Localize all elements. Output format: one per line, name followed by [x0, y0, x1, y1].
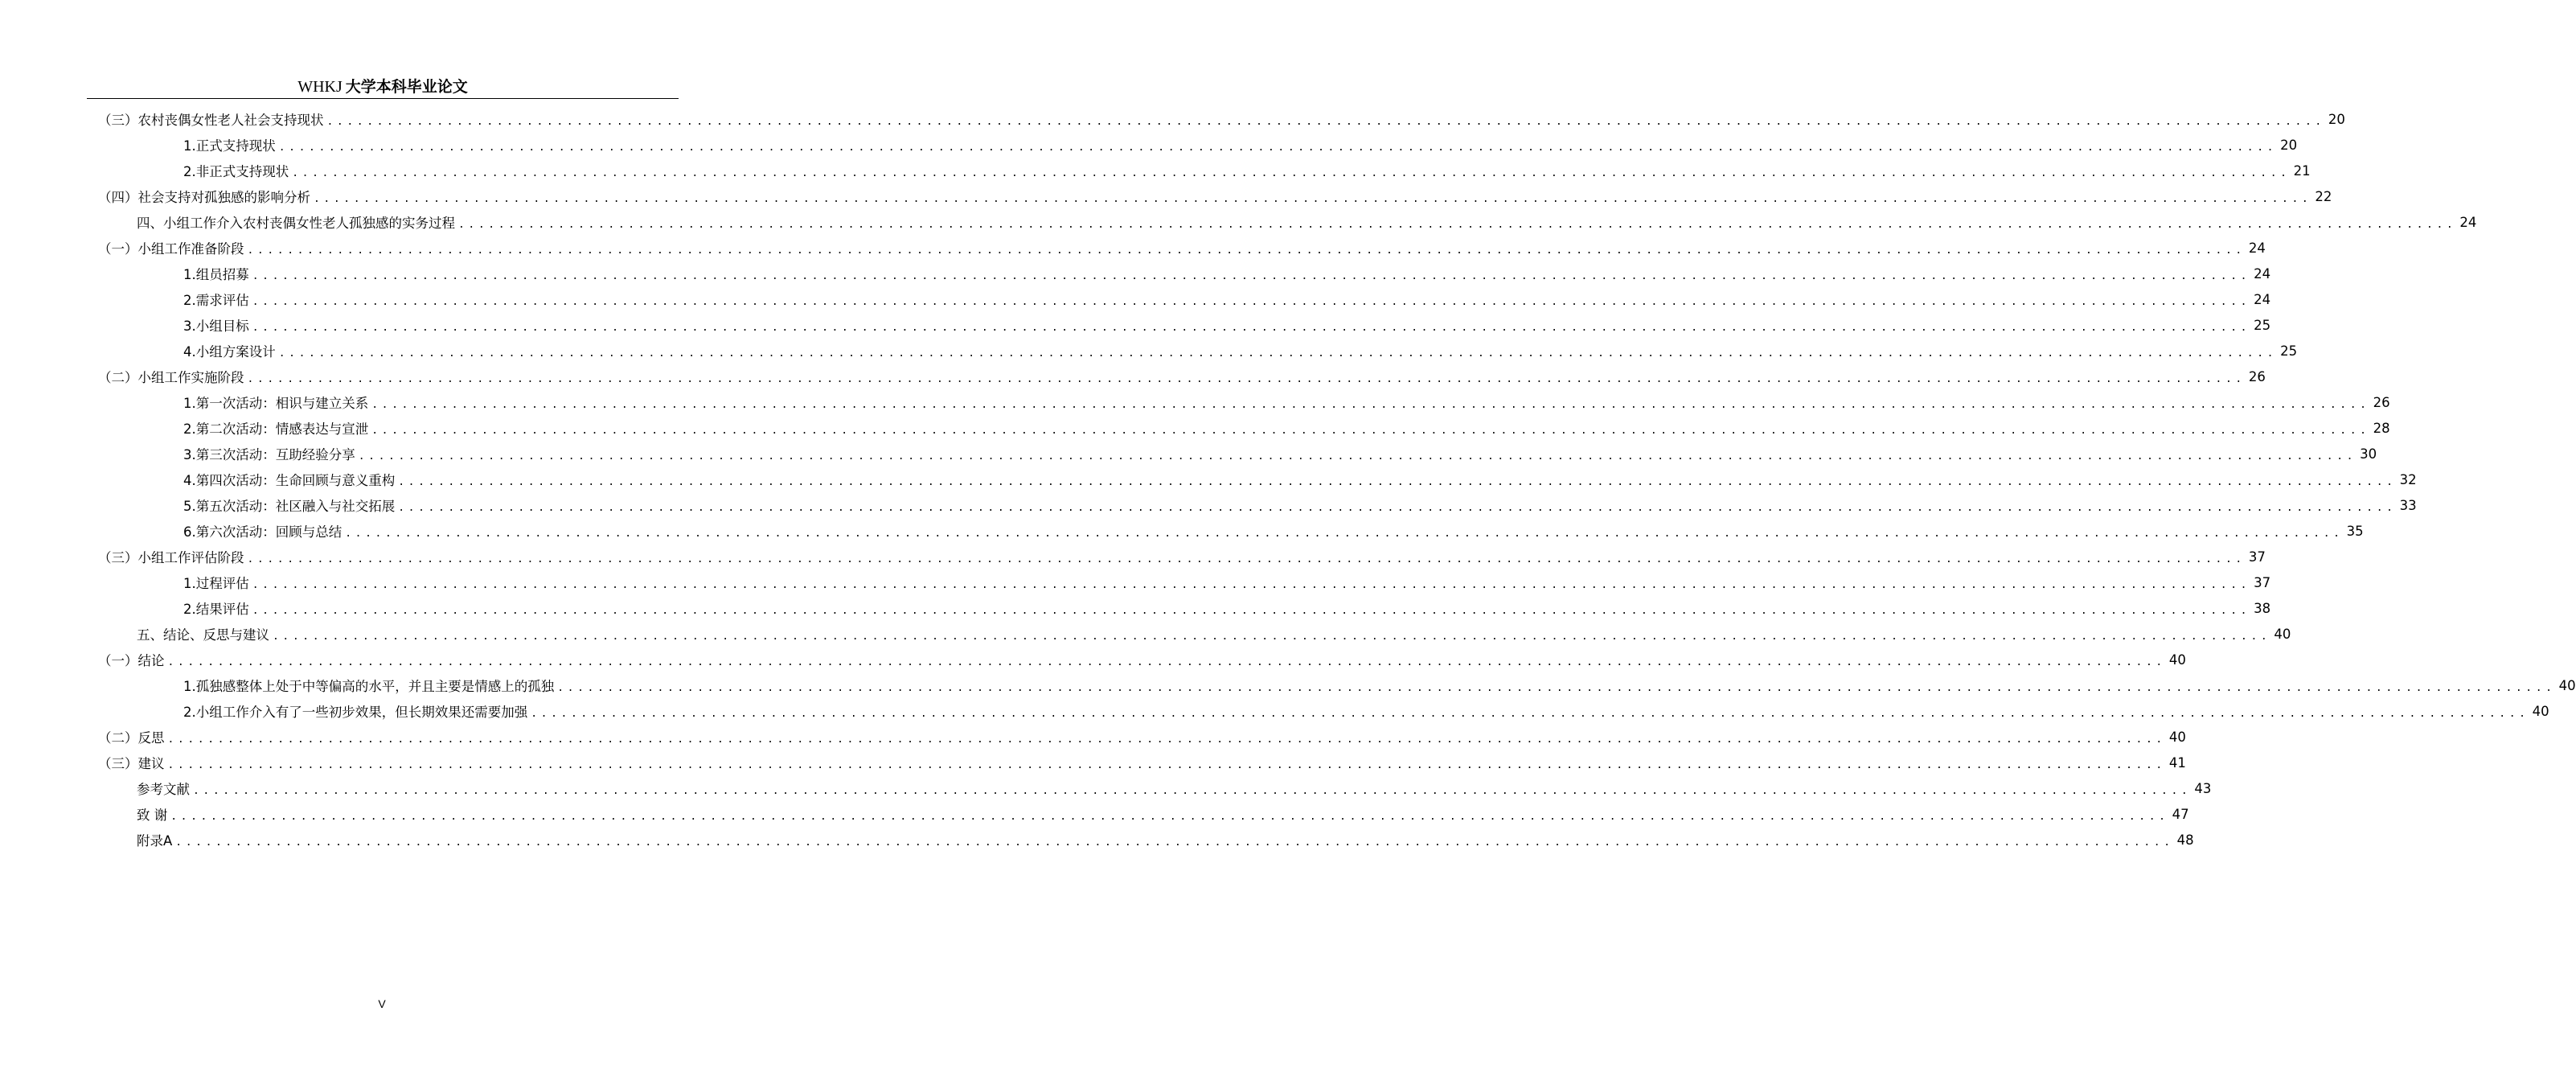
header-text — [297, 76, 468, 96]
toc-entry-title: 6.第六次活动：回顾与总结 — [183, 521, 345, 540]
toc-entry[interactable] — [87, 827, 2194, 853]
toc-entry[interactable] — [87, 364, 2266, 389]
toc-entry[interactable] — [87, 492, 2417, 518]
toc-entry-title: 3.小组目标 — [183, 315, 252, 335]
toc-dot-leader: ........................................................................................................................................................................................................ — [252, 295, 2251, 308]
toc-dot-leader: ........................................................................................................................................................................................................ — [371, 424, 2370, 437]
toc-dot-leader: ........................................................................................................................................................................................................ — [252, 269, 2251, 282]
toc-entry-page: 40 — [2274, 626, 2291, 642]
toc-entry-title: 2.非正式支持现状 — [183, 161, 292, 180]
toc-entry-page: 37 — [2248, 549, 2266, 565]
toc-dot-leader: ........................................................................................................................................................................................................ — [247, 553, 2246, 565]
toc-entry-title: 2.第二次活动：情感表达与宣泄 — [183, 418, 371, 438]
toc-dot-leader: ........................................................................................................................................................................................................ — [278, 347, 2278, 360]
toc-entry-title: 5.第五次活动：社区融入与社交拓展 — [183, 495, 398, 515]
toc-dot-leader: ........................................................................................................................................................................................................ — [398, 501, 2397, 514]
toc-entry-page: 40 — [2168, 729, 2186, 745]
toc-entry-page: 48 — [2176, 832, 2194, 848]
toc-entry[interactable] — [87, 415, 2390, 441]
toc-dot-leader: ........................................................................................................................................................................................................ — [167, 733, 2166, 746]
toc-dot-leader: ........................................................................................................................................................................................................ — [292, 166, 2291, 179]
toc-entry[interactable] — [87, 775, 2212, 801]
toc-entry-page: 24 — [2254, 265, 2271, 282]
toc-dot-leader: ........................................................................................................................................................................................................ — [247, 244, 2246, 257]
toc-entry[interactable] — [87, 569, 2271, 595]
toc-dot-leader: ........................................................................................................................................................................................................ — [326, 115, 2325, 128]
toc-entry-page: 25 — [2254, 317, 2271, 333]
running-header — [87, 74, 679, 99]
toc-dot-leader: ........................................................................................................................................................................................................ — [398, 475, 2397, 488]
toc-entry[interactable] — [87, 312, 2271, 338]
toc-entry-page: 47 — [2172, 806, 2189, 822]
page-number: V — [378, 997, 386, 1010]
toc-entry-title: 1.正式支持现状 — [183, 135, 279, 154]
toc-entry-page: 28 — [2373, 420, 2390, 436]
toc-dot-leader: ........................................................................................................................................................................................................ — [170, 810, 2169, 823]
toc-entry-title: 附录A — [137, 830, 175, 849]
toc-entry-title: 1.第一次活动：相识与建立关系 — [183, 393, 371, 412]
toc-entry[interactable] — [87, 441, 2377, 467]
toc-entry-page: 32 — [2399, 471, 2417, 487]
toc-entry[interactable] — [87, 621, 2291, 647]
toc-entry-title: 2.需求评估 — [183, 290, 252, 309]
toc-entry-page: 26 — [2373, 394, 2390, 410]
toc-dot-leader: ........................................................................................................................................................................................................ — [557, 681, 2556, 694]
toc-entry-title: 四、小组工作介入农村丧偶女性老人孤独感的实务过程 — [137, 212, 458, 232]
toc-dot-leader: ........................................................................................................................................................................................................ — [252, 578, 2251, 591]
toc-entry-title: 4.小组方案设计 — [183, 341, 279, 360]
toc-entry[interactable] — [87, 750, 2186, 775]
toc-entry-page: 37 — [2254, 574, 2271, 590]
toc-entry-title: （一）结论 — [98, 650, 168, 669]
toc-entry-title: （二）小组工作实施阶段 — [98, 367, 248, 386]
toc-entry[interactable] — [87, 698, 2549, 724]
toc-dot-leader: ........................................................................................................................................................................................................ — [252, 604, 2251, 617]
header-thesis-title: 大学本科毕业论文 — [345, 78, 468, 96]
toc-entry-title: 参考文献 — [137, 779, 193, 798]
table-of-contents — [87, 106, 2576, 853]
toc-entry-page: 33 — [2399, 497, 2417, 513]
toc-entry[interactable] — [87, 595, 2271, 621]
toc-entry[interactable] — [87, 467, 2417, 492]
header-university-code: WHKJ — [297, 78, 343, 96]
toc-entry[interactable] — [87, 672, 2576, 698]
toc-entry-page: 43 — [2194, 780, 2212, 796]
toc-entry-title: 2.小组工作介入有了一些初步效果，但长期效果还需要加强 — [183, 701, 531, 721]
toc-entry-page: 20 — [2328, 111, 2345, 127]
toc-dot-leader: ........................................................................................................................................................................................................ — [252, 321, 2251, 334]
toc-entry-page: 26 — [2248, 368, 2266, 384]
toc-entry-title: 2.结果评估 — [183, 598, 252, 618]
toc-entry[interactable] — [87, 389, 2390, 415]
toc-dot-leader: ........................................................................................................................................................................................................ — [371, 398, 2370, 411]
toc-entry-page: 24 — [2254, 291, 2271, 307]
toc-dot-leader: ........................................................................................................................................................................................................ — [273, 630, 2271, 643]
toc-entry-page: 35 — [2346, 523, 2364, 539]
toc-dot-leader: ........................................................................................................................................................................................................ — [345, 527, 2344, 540]
toc-entry-title: 4.第四次活动：生命回顾与意义重构 — [183, 470, 398, 489]
toc-entry-title: （四）社会支持对孤独感的影响分析 — [98, 187, 314, 206]
toc-entry[interactable] — [87, 647, 2186, 672]
toc-entry-page: 20 — [2280, 137, 2298, 153]
toc-dot-leader: ........................................................................................................................................................................................................ — [458, 218, 2457, 231]
toc-dot-leader: ........................................................................................................................................................................................................ — [247, 372, 2246, 385]
toc-entry-title: （三）农村丧偶女性老人社会支持现状 — [98, 109, 327, 129]
toc-entry[interactable] — [87, 209, 2477, 235]
toc-dot-leader: ........................................................................................................................................................................................................ — [175, 836, 2174, 849]
toc-dot-leader: ........................................................................................................................................................................................................ — [167, 758, 2166, 771]
toc-entry-page: 24 — [2248, 240, 2266, 256]
toc-entry-page: 30 — [2360, 446, 2377, 462]
toc-entry[interactable] — [87, 158, 2311, 183]
toc-entry[interactable] — [87, 183, 2332, 209]
toc-dot-leader: ........................................................................................................................................................................................................ — [358, 450, 2357, 462]
toc-entry[interactable] — [87, 801, 2189, 827]
toc-entry[interactable] — [87, 286, 2271, 312]
toc-entry-title: 1.孤独感整体上处于中等偏高的水平，并且主要是情感上的孤独 — [183, 676, 557, 695]
toc-entry-title: （三）小组工作评估阶段 — [98, 547, 248, 566]
toc-entry-page: 21 — [2293, 162, 2311, 179]
toc-dot-leader: ........................................................................................................................................................................................................ — [278, 141, 2278, 154]
toc-entry-page: 40 — [2532, 703, 2549, 719]
toc-entry[interactable] — [87, 132, 2298, 158]
toc-dot-leader: ........................................................................................................................................................................................................ — [531, 707, 2529, 720]
toc-entry-page: 24 — [2459, 214, 2477, 230]
toc-entry-page: 22 — [2315, 188, 2332, 204]
toc-entry[interactable] — [87, 106, 2345, 132]
toc-entry-title: 1.组员招募 — [183, 264, 252, 283]
toc-entry[interactable] — [87, 724, 2186, 750]
toc-entry-title: 致 谢 — [137, 804, 170, 824]
toc-entry[interactable] — [87, 518, 2364, 544]
toc-dot-leader: ........................................................................................................................................................................................................ — [167, 656, 2166, 668]
toc-entry-page: 25 — [2280, 343, 2298, 359]
toc-entry-page: 38 — [2254, 600, 2271, 616]
toc-entry-title: 五、结论、反思与建议 — [137, 624, 273, 643]
toc-entry[interactable] — [87, 338, 2298, 364]
toc-dot-leader: ........................................................................................................................................................................................................ — [193, 784, 2192, 797]
toc-entry[interactable] — [87, 235, 2266, 261]
toc-entry-title: 3.第三次活动：互助经验分享 — [183, 444, 359, 463]
toc-entry-page: 40 — [2168, 651, 2186, 668]
toc-dot-leader: ........................................................................................................................................................................................................ — [314, 192, 2312, 205]
toc-entry-page: 40 — [2558, 677, 2576, 693]
toc-entry-title: （二）反思 — [98, 727, 168, 746]
toc-entry-title: （一）小组工作准备阶段 — [98, 238, 248, 257]
toc-entry-title: （三）建议 — [98, 753, 168, 772]
toc-entry[interactable] — [87, 261, 2271, 286]
toc-entry-page: 41 — [2168, 754, 2186, 771]
toc-entry[interactable] — [87, 544, 2266, 569]
toc-entry-title: 1.过程评估 — [183, 573, 252, 592]
